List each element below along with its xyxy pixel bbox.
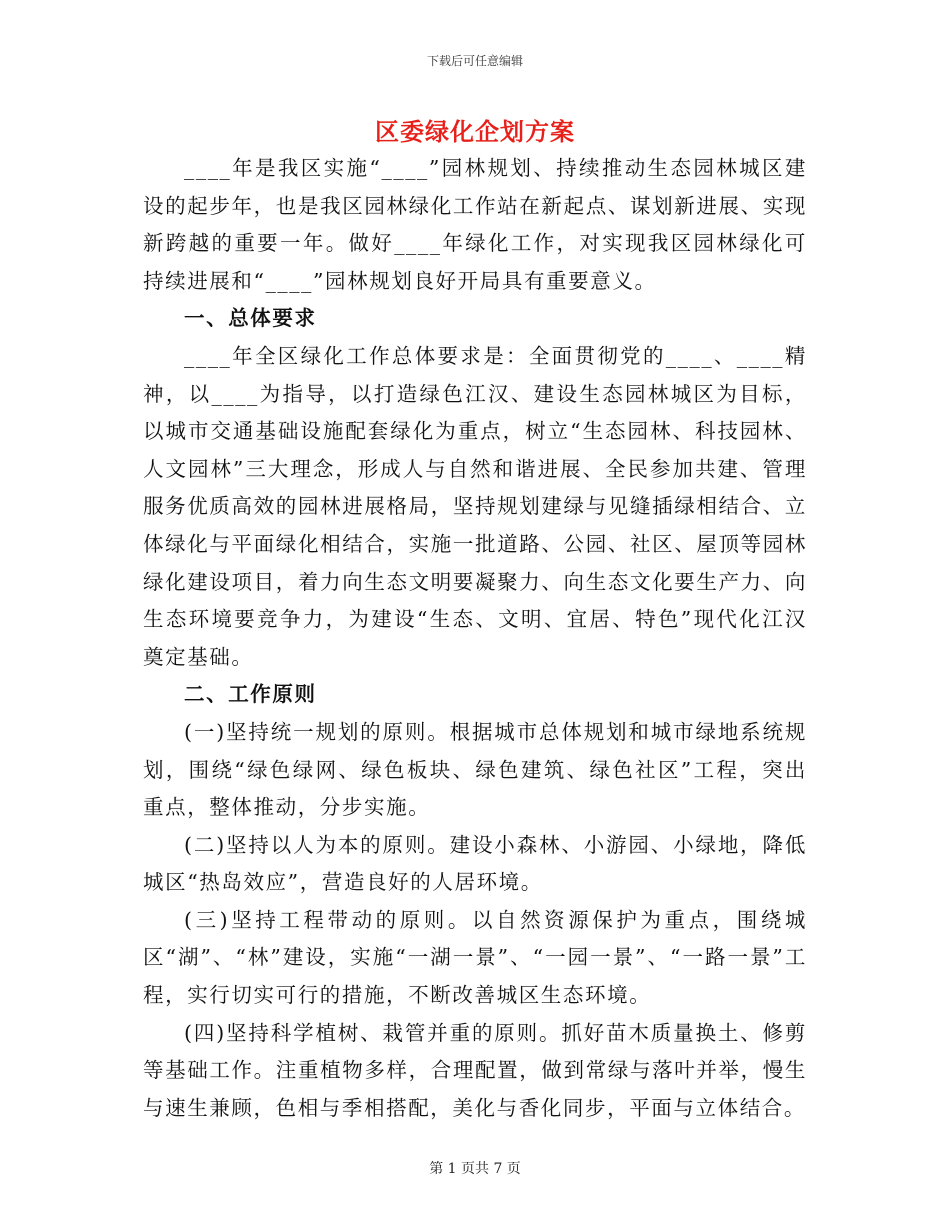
page-header-note: 下载后可任意编辑	[426, 54, 523, 68]
document-body	[143, 150, 807, 1127]
document-title: 区委绿化企划方案	[375, 117, 575, 146]
principle-paragraph-3: (三)坚持工程带动的原则。以自然资源保护为重点，围绕城区“湖”、“林”建设，实施“一湖一景”、“一园一景”、“一路一景”工程，实行切实可行的措施，不断改善城区生态环境。	[143, 907, 807, 1008]
principle-paragraph-2: (二)坚持以人为本的原则。建设小森林、小游园、小绿地，降低城区“热岛效应”，营造良好的人居环境。	[143, 832, 807, 895]
general-requirements-paragraph: ____年全区绿化工作总体要求是：全面贯彻党的____、____精神，以____为指导，以打造绿色江汉、建设生态园林城区为目标，以城市交通基础设施配套绿化为重点，树立“生态园林、科技园林、人文园林”三大理念，形成人与自然和谐进展、全民参加共建、管理服务优质高效的园林进展格局，坚持规划建绿与见缝插绿相结合、立体绿化与平面绿化相结合，实施一批道路、公园、社区、屋顶等园林绿化建设项目，着力向生态文明要凝聚力、向生态文化要生产力、向生态环境要竞争力，为建设“生态、文明、宜居、特色”现代化江汉奠定基础。	[143, 343, 807, 669]
page-number-footer: 第 1 页共 7 页	[429, 1161, 521, 1177]
intro-paragraph: ____年是我区实施“____”园林规划、持续推动生态园林城区建设的起步年，也是我区园林绿化工作站在新起点、谋划新进展、实现新跨越的重要一年。做好____年绿化工作，对实现我区园林绿化可持续进展和“____”园林规划良好开局具有重要意义。	[143, 156, 807, 293]
section-heading-general-requirements: 一、总体要求	[184, 306, 317, 331]
section-heading-work-principles: 二、工作原则	[184, 682, 317, 707]
principle-paragraph-1: (一)坚持统一规划的原则。根据城市总体规划和城市绿地系统规划，围绕“绿色绿网、绿色板块、绿色建筑、绿色社区”工程，突出重点，整体推动，分步实施。	[143, 719, 807, 820]
principle-paragraph-4: (四)坚持科学植树、栽管并重的原则。抓好苗木质量换土、修剪等基础工作。注重植物多样，合理配置，做到常绿与落叶并举，慢生与速生兼顾，色相与季相搭配，美化与香化同步，平面与立体结合。	[143, 1020, 807, 1120]
